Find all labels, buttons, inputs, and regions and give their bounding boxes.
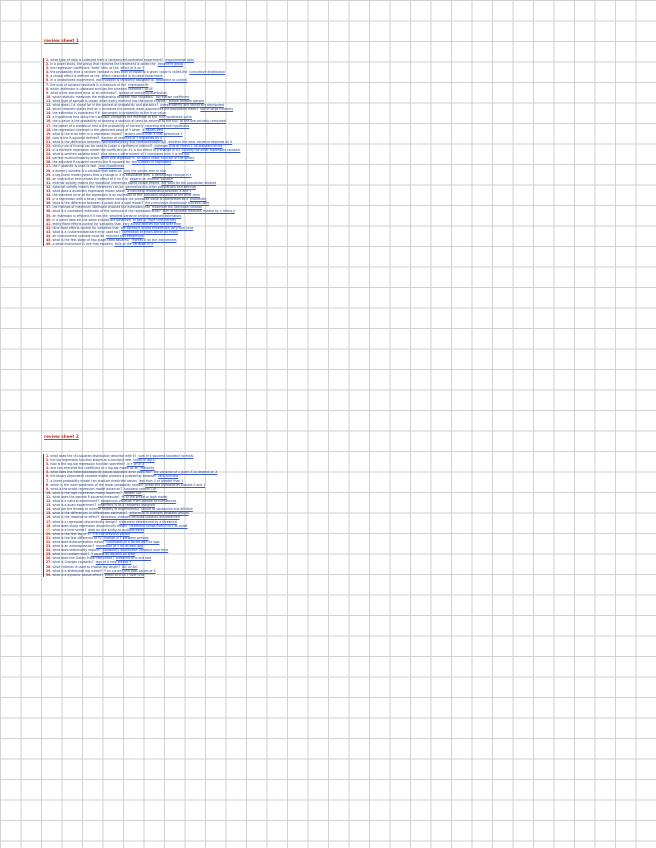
question-text: the regression coefficient "beta" tells us the <box>50 66 119 71</box>
question-number: 32. <box>46 184 52 189</box>
question-text: what is a consistent estimator of the variance of the regression error? <box>52 209 161 214</box>
answer-text: correlation of errors within an entity <box>122 229 179 234</box>
question-number: 18. <box>46 127 52 132</box>
question-text: which rule of thumb can be used to judge a confidence interval? <box>52 143 153 148</box>
answer-text: an exact linear function of the others <box>136 156 195 161</box>
question-text: what is an autoregression? <box>52 544 95 549</box>
question-text: what does autocorrelation mean? <box>52 539 105 544</box>
question-number: 30. <box>46 572 52 577</box>
answer-text: logistic CDF <box>123 490 143 495</box>
question-text: what is the probit regression model based on? <box>50 486 123 491</box>
question-text: one can interpret the coefficient in a log-log model as an <box>50 466 139 471</box>
question-text: what is a regression discontinuity design? <box>52 519 118 524</box>
question-number: 27. <box>46 560 52 565</box>
question-text: the method of maximum likelihood chooses the estimates that <box>52 205 150 210</box>
question-number: 10. <box>46 94 52 99</box>
question-text: the binary dependent variable model predicts a probability between <box>50 474 157 479</box>
answer-text: simple random sample <box>168 98 205 103</box>
question-number: 43. <box>46 229 52 234</box>
question-text: in a multiple regression model the coefficient on X1 is the effect of a change in X1 <box>52 148 181 153</box>
answer-text: are constant across entities but vary over time <box>120 225 194 230</box>
question-number: 20. <box>46 531 52 536</box>
review-sheet-2 <box>40 434 217 577</box>
answer-text: treatment group <box>157 62 184 67</box>
question-number: 22. <box>46 143 52 148</box>
answer-text: probability distribution constant over time <box>102 548 169 553</box>
answer-text: effect measured in an ideal experiment <box>101 74 163 79</box>
question-number: 26. <box>46 556 52 561</box>
question-text: what is a distributed lag model? <box>52 568 103 573</box>
question-text: an interaction term allows the effect of X on Y to <box>52 176 128 181</box>
answer-text: linear in log X <box>133 458 155 463</box>
question-text: time fixed effects control for variables that <box>52 225 119 230</box>
answer-text: regression fit <box>128 82 149 87</box>
question-text: in a regression with a binary dependent variable the predicted value is interpreted as a <box>52 197 188 202</box>
question-number: 22. <box>46 539 52 544</box>
question-number: 1. <box>46 454 50 458</box>
question-text: what is the first difference of Y? <box>52 535 102 540</box>
question-text: a weak instrument is one that explains <box>52 242 113 247</box>
answer-text: a percentage change in Y <box>151 172 192 177</box>
question-text: what are the threats to internal validity of experiments? <box>52 507 140 512</box>
question-text: in a panel study, the group that receives the treatment is called the <box>50 62 156 67</box>
question-number: 44. <box>46 234 52 239</box>
question-text: the sum of squared residuals is a measure of the <box>50 82 127 87</box>
answer-text: at two or more time periods <box>132 217 177 222</box>
question-text: what is the logit regression model based on? <box>52 490 122 495</box>
question-number: 31. <box>46 180 52 185</box>
answer-text: the number of regressors <box>131 160 172 165</box>
answer-text: change in Y between periods <box>103 535 149 540</box>
question-text: which statistic measures the relationship between two variables? <box>52 94 154 99</box>
question-text: what does the pseudo R-squared measure? <box>52 494 120 499</box>
question-number: 37. <box>46 205 52 210</box>
question-text: the adjusted R-squared corrects the R-squared for <box>52 160 130 165</box>
answer-text: predicted probabilities outside 0 and 1 <box>145 482 206 487</box>
question-number: 21. <box>46 535 52 540</box>
question-number: 15. <box>46 115 52 120</box>
answer-text: X equals zero <box>142 127 164 132</box>
question-item <box>46 242 240 246</box>
question-number: 14. <box>46 507 52 512</box>
answer-text: experimental data <box>165 58 194 62</box>
answer-text: smallest variance among unbiased estimators <box>109 213 182 218</box>
question-number: 27. <box>46 164 52 169</box>
answer-text: cumulative distribution <box>189 70 226 75</box>
answer-text: as the one actually computed <box>179 119 226 124</box>
question-text: what type of data is collected from a randomized controlled experiment? <box>50 58 164 62</box>
question-number: 45. <box>46 238 52 243</box>
answer-text: factors other than X that determine Y <box>124 131 183 136</box>
answer-text: regression of Y on its own lags <box>96 544 144 549</box>
question-text: internal validity means the statistical inferences about causal effects <box>52 180 160 185</box>
answer-text: a nonlinear relationship between X and Y <box>127 189 192 193</box>
answer-text: zero and one <box>158 474 179 479</box>
question-text: the log regression function slopes at a constant rate <box>50 458 132 463</box>
question-number: 17. <box>46 519 52 524</box>
question-number: 2. <box>46 458 50 463</box>
answer-text: exogenous variation from outside circumstances <box>100 499 177 504</box>
answer-text: Y equals its lag plus an error <box>91 552 136 557</box>
question-list <box>43 58 240 246</box>
question-number: 5. <box>46 74 50 79</box>
question-text: what does stationarity require? <box>52 548 101 553</box>
question-text: the power of a statistical test is the probability of correctly <box>52 123 144 128</box>
question-number: 6. <box>46 474 50 479</box>
answer-text: joint hypotheses <box>98 164 125 169</box>
question-number: 18. <box>46 523 52 528</box>
answer-text: rejecting the null hypothesis <box>145 123 190 128</box>
answer-text: law of large numbers <box>200 107 234 112</box>
question-number: 15. <box>46 511 52 516</box>
question-number: 9. <box>46 486 50 491</box>
question-number: 25. <box>46 156 52 161</box>
answer-text: standard normal CDF <box>124 486 157 491</box>
question-text: what is the first lag of Y? <box>52 531 91 536</box>
answer-text: maximize the likelihood function <box>151 205 203 210</box>
question-text: what is Granger causality? <box>52 560 94 565</box>
question-text: how is the log-log regression function specified? <box>50 462 125 467</box>
question-text: how is the R-squared defined? <box>52 135 100 140</box>
question-text: what is a random walk? <box>52 552 90 557</box>
question-number: 14. <box>46 111 52 116</box>
answer-text: fit of the probit or logit model <box>121 494 168 499</box>
answer-text: little of the variation in X <box>114 242 154 247</box>
question-text: what type of sample is drawn when every element has the same chance? <box>52 98 167 103</box>
question-number: 16. <box>46 515 52 520</box>
answer-text: lags of X help predict Y <box>95 560 132 565</box>
question-number: 7. <box>46 478 50 483</box>
question-text: what does a quadratic regression model allow? <box>52 189 126 193</box>
question-number: 25. <box>46 552 52 557</box>
question-number: 13. <box>46 107 52 112</box>
question-text: which estimator is unbiased and has the smallest variance? <box>50 86 143 91</box>
answer-text: independently and identically distributed <box>160 103 224 108</box>
question-text: what is the first stage of two stage least squares? <box>52 238 130 243</box>
answer-text: behaviour changes because subjects are observed <box>100 515 180 520</box>
question-number: 3. <box>46 462 50 467</box>
question-number: 1. <box>46 58 50 62</box>
question-number: 13. <box>46 503 52 508</box>
question-number: 12. <box>46 103 52 108</box>
question-text: the standard error of the regression is an estimator of the <box>52 193 143 198</box>
question-text: in a panel data set the same entities are observed <box>52 217 131 222</box>
answer-text: converges in probability to the true value <box>101 111 166 116</box>
question-number: 26. <box>46 160 52 165</box>
question-text: the regression intercept is the predicted value of Y when <box>52 127 141 132</box>
question-number: 10. <box>46 490 52 495</box>
answer-text: Y in the previous period <box>92 531 130 536</box>
question-number: 6. <box>46 78 50 83</box>
question-number: 8. <box>46 86 50 91</box>
question-text: what does the chi-squared distribution describe with k? <box>50 454 137 458</box>
question-number: 20. <box>46 135 52 140</box>
question-number: 9. <box>46 90 50 95</box>
section-title: review sheet 1 <box>44 38 79 43</box>
answer-text: relevant and exogenous <box>106 234 144 239</box>
question-text: the estimator is consistent if it <box>52 111 100 116</box>
question-number: 28. <box>46 168 52 173</box>
question-text: which theorem states that as n increases the sample mean approaches the population mean? <box>52 107 199 112</box>
question-text: what is a time series? <box>52 527 87 532</box>
question-number: 30. <box>46 176 52 181</box>
question-text: perfect multicollinearity arises when one regressor is <box>52 156 135 161</box>
question-text: what does the Dickey-Fuller test check? <box>52 556 114 561</box>
answer-text: difference in changes between groups <box>129 511 189 516</box>
answer-text: less than 0 or greater than 1 <box>138 478 184 483</box>
answer-text: treatment jumps from 0 to 1 at cutoff <box>129 523 188 528</box>
answer-text: treatment determined by a threshold <box>119 519 177 524</box>
answer-text: treatment is as if randomly assigned <box>98 503 155 508</box>
question-number: 19. <box>46 527 52 532</box>
question-number: 29. <box>46 172 52 177</box>
question-number: 42. <box>46 225 52 230</box>
answer-text: ln Y on ln X <box>126 462 145 467</box>
question-text: what is omitted variable bias? <box>52 152 100 157</box>
question-text: what criterion is used to choose lag length? <box>52 564 121 569</box>
question-number: 8. <box>46 482 50 487</box>
question-text: what is a natural experiment? <box>52 499 99 504</box>
question-number: 7. <box>46 82 50 87</box>
question-item <box>46 573 217 577</box>
question-number: 11. <box>46 494 52 499</box>
question-number: 19. <box>46 131 52 136</box>
question-number: 23. <box>46 148 52 153</box>
question-text: an estimator is efficient if it has the <box>52 213 108 218</box>
answer-text: holding the other regressors constant <box>182 148 241 153</box>
question-text: an instrumental variable must be <box>52 234 105 239</box>
question-text: in a randomized experiment, each subject is randomly assigned to <box>50 78 154 83</box>
answer-text: bias when a determinant of Y correlated with X is left out <box>101 152 190 157</box>
question-number: 5. <box>46 470 50 475</box>
answer-text: standard deviation of the error term <box>144 193 200 198</box>
question-number: 38. <box>46 209 52 214</box>
answer-text: the variance of u given X to depend on X <box>153 470 218 475</box>
answer-text: only the values zero or one <box>123 168 166 173</box>
answer-text: correlation coefficient <box>155 94 190 99</box>
answer-text: presence of a unit root <box>115 556 152 561</box>
question-text: what does the heteroskedasticity-robust standard error allow for? <box>50 470 152 475</box>
question-number: 35. <box>46 197 52 202</box>
answer-text: effect of X on Y over time <box>105 572 145 577</box>
question-text: what is a quasi experiment? <box>52 503 97 508</box>
question-number: 39. <box>46 213 52 218</box>
question-number: 12. <box>46 499 52 504</box>
question-number: 33. <box>46 189 52 193</box>
answer-text: Y on current and past values of X <box>104 568 156 573</box>
answer-text: generalized to other populations and settings <box>125 184 197 189</box>
answer-text: sum of squared residuals divided by n minus k <box>162 209 235 214</box>
question-number: 34. <box>46 193 52 198</box>
question-text: a hypothesis test using the t-statistic compares the estimate to the <box>52 115 157 120</box>
question-text: what is the difference between homoskedasticity and heteroskedasticity? <box>52 139 167 144</box>
question-text: the F-statistic is used to test <box>52 164 97 169</box>
question-text: what does sharp regression discontinuity mean? <box>52 523 128 528</box>
question-text: a causal effect is defined as the <box>50 74 100 79</box>
answer-text: whether the error variance depends on X <box>168 139 233 144</box>
question-number: 29. <box>46 568 52 573</box>
answer-text: depend on another variable <box>129 176 173 181</box>
answer-text: failure to randomize and attrition <box>141 507 193 512</box>
question-number: 24. <box>46 548 52 553</box>
question-number: 46. <box>46 242 52 247</box>
answer-text: estimate plus or minus 1.96 standard errors <box>154 143 223 148</box>
answer-text: are valid for the population studied <box>161 180 216 185</box>
question-text: what is the difference between a probit and a logit model? <box>52 201 144 206</box>
question-number: 4. <box>46 466 50 471</box>
answer-text: effect of X on Y <box>120 66 145 71</box>
answer-text: BIC or AIC <box>122 564 138 569</box>
question-text: entity fixed effects control for variables that <box>52 221 121 226</box>
question-number: 23. <box>46 544 52 549</box>
answer-text: the cumulative distribution function used <box>145 201 210 206</box>
question-text: a dummy variable is a variable that takes on <box>52 168 122 173</box>
answer-text: null hypothesis value <box>158 115 192 120</box>
answer-text: data on one entity at multiple dates <box>88 527 144 532</box>
answer-text: treatment or control <box>155 78 188 83</box>
question-number: 4. <box>46 70 50 75</box>
question-number: 11. <box>46 98 52 103</box>
question-number: 28. <box>46 564 52 569</box>
question-number: 24. <box>46 152 52 157</box>
review-sheet-1 <box>40 38 240 246</box>
question-text: external validity means the inferences can be <box>52 184 124 189</box>
answer-text: spread of sampling distribution <box>118 90 168 95</box>
question-text: the probability that a random variable is less than or equal to a given value is called the <box>50 70 188 75</box>
question-text: a linear probability model can produce predicted values <box>50 478 137 483</box>
question-number: 21. <box>46 139 52 144</box>
answer-text: fraction of variance of Y explained by X <box>101 135 163 140</box>
question-text: what is a clustered standard error used for? <box>52 229 121 234</box>
question-text: which is the main weakness of the linear probability model? <box>50 482 144 487</box>
answer-text: correlation of a series with its lags <box>106 539 160 544</box>
question-text: what is a dynamic causal effect? <box>52 572 104 577</box>
question-number: 40. <box>46 217 52 222</box>
answer-text: probability <box>189 197 207 202</box>
question-number: 41. <box>46 221 52 226</box>
question-list <box>43 454 217 577</box>
question-text: what is the error term in a regression model? <box>52 131 123 136</box>
question-text: what does i.i.d. stand for in the context of probability and statistics? <box>52 103 159 108</box>
question-text: what is the Hawthorne effect? <box>52 515 99 520</box>
question-number: 2. <box>46 62 50 67</box>
question-text: what is the differences-in-differences estimator? <box>52 511 128 516</box>
answer-text: regress X on the instruments <box>131 238 177 243</box>
question-text: the p-value is the probability of drawing a statistic at least as adverse to the null <box>52 119 178 124</box>
answer-text: elasticity <box>140 466 155 471</box>
question-text: what is the standard error of an estimator? <box>50 90 117 95</box>
answer-text: vary across entities but not over time <box>122 221 181 226</box>
question-number: 3. <box>46 66 50 71</box>
question-number: 16. <box>46 119 52 124</box>
question-number: 17. <box>46 123 52 128</box>
question-text: a log-linear model means that a change in X is associated with <box>52 172 150 177</box>
question-number: 36. <box>46 201 52 206</box>
answer-text: sum of k squared standard normals <box>138 454 194 458</box>
answer-text: BLUE <box>144 86 153 91</box>
section-title: review sheet 2 <box>44 434 79 439</box>
